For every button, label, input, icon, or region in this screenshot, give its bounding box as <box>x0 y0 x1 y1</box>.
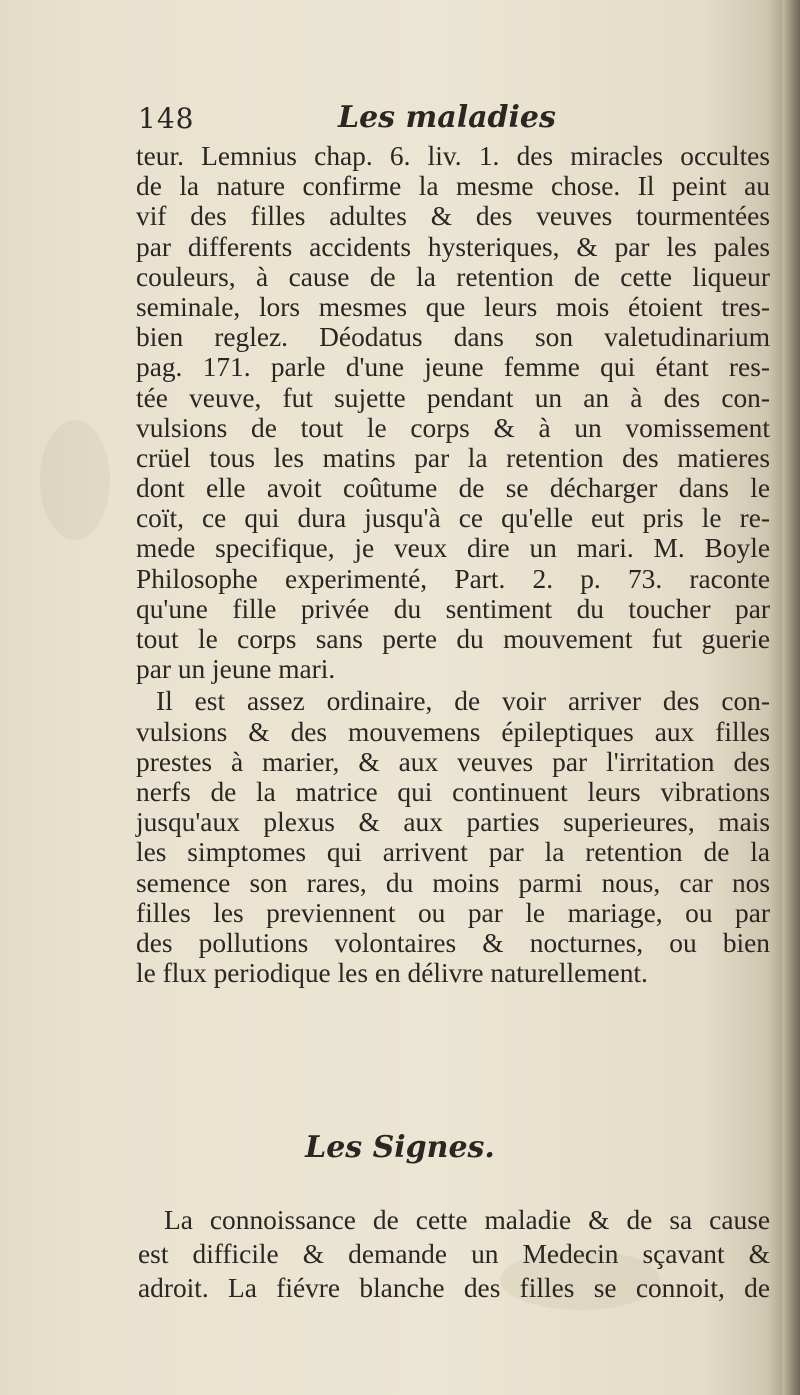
text-line: adroit. La fiévre blanche des filles se connoit, de <box>138 1273 770 1303</box>
text-line: les simptomes qui arrivent par la retention de la <box>136 837 770 868</box>
text-line: le flux periodique les en délivre naturellement. <box>136 958 648 989</box>
text-line: teur. Lemnius chap. 6. liv. 1. des miracles occultes <box>136 141 770 171</box>
text-line: jusqu'aux plexus & aux parties superieures, mais <box>136 807 770 838</box>
text-line: des pollutions volontaires & nocturnes, ou bien <box>136 927 770 958</box>
text-line: couleurs, à cause de la retention de cette liqueur <box>136 261 770 292</box>
text-line: nerfs de la matrice qui continuent leurs vibrations <box>136 776 770 807</box>
text-line: mede specifique, je veux dire un mari. M. Boyle <box>136 533 770 564</box>
page-edge <box>782 0 800 1395</box>
text-line: vulsions & des mouvemens épileptiques aux filles <box>136 716 770 747</box>
page-number: 148 <box>138 102 195 135</box>
text-line: semence son rares, du moins parmi nous, car nos <box>136 867 770 898</box>
text-line: de la nature confirme la mesme chose. Il peint au <box>136 171 770 202</box>
text-line: vulsions de tout le corps & à un vomissement <box>136 412 770 443</box>
running-title: Les maladies <box>338 100 556 135</box>
text-line: prestes à marier, & aux veuves par l'irritation des <box>136 746 770 777</box>
text-line: Philosophe experimenté, Part. 2. p. 73. raconte <box>136 563 770 594</box>
section-heading: Les Signes. <box>305 1130 495 1165</box>
text-line: bien reglez. Déodatus dans son valetudinarium <box>136 322 770 353</box>
text-line: vif des filles adultes & des veuves tourmentées <box>136 201 770 232</box>
text-line: pag. 171. parle d'une jeune femme qui étant res- <box>136 352 770 383</box>
text-line: est difficile & demande un Medecin sçavant & <box>138 1239 770 1269</box>
text-line: Il est assez ordinaire, de voir arriver des con- <box>156 686 770 717</box>
text-line: tée veuve, fut sujette pendant un an à des con- <box>136 382 770 413</box>
text-line: seminale, lors mesmes que leurs mois étoient tres- <box>136 291 770 322</box>
text-line: par un jeune mari. <box>136 654 336 685</box>
text-line: dont elle avoit coûtume de se décharger dans le <box>136 473 770 504</box>
text-line: tout le corps sans perte du mouvement fut guerie <box>136 624 770 654</box>
paper-stain <box>40 420 110 540</box>
section-text-block <box>138 1203 770 1305</box>
text-line: qu'une fille privée du sentiment du toucher par <box>136 593 770 624</box>
text-line: par differents accidents hysteriques, & par les pales <box>136 231 770 262</box>
main-text-block <box>136 141 770 988</box>
text-line: La connoissance de cette maladie & de sa cause <box>164 1205 770 1235</box>
text-line: filles les previennent ou par le mariage, ou par <box>136 897 770 928</box>
text-line: coït, ce qui dura jusqu'à ce qu'elle eut pris le re- <box>136 503 770 534</box>
text-line: crüel tous les matins par la retention des matieres <box>136 442 770 473</box>
